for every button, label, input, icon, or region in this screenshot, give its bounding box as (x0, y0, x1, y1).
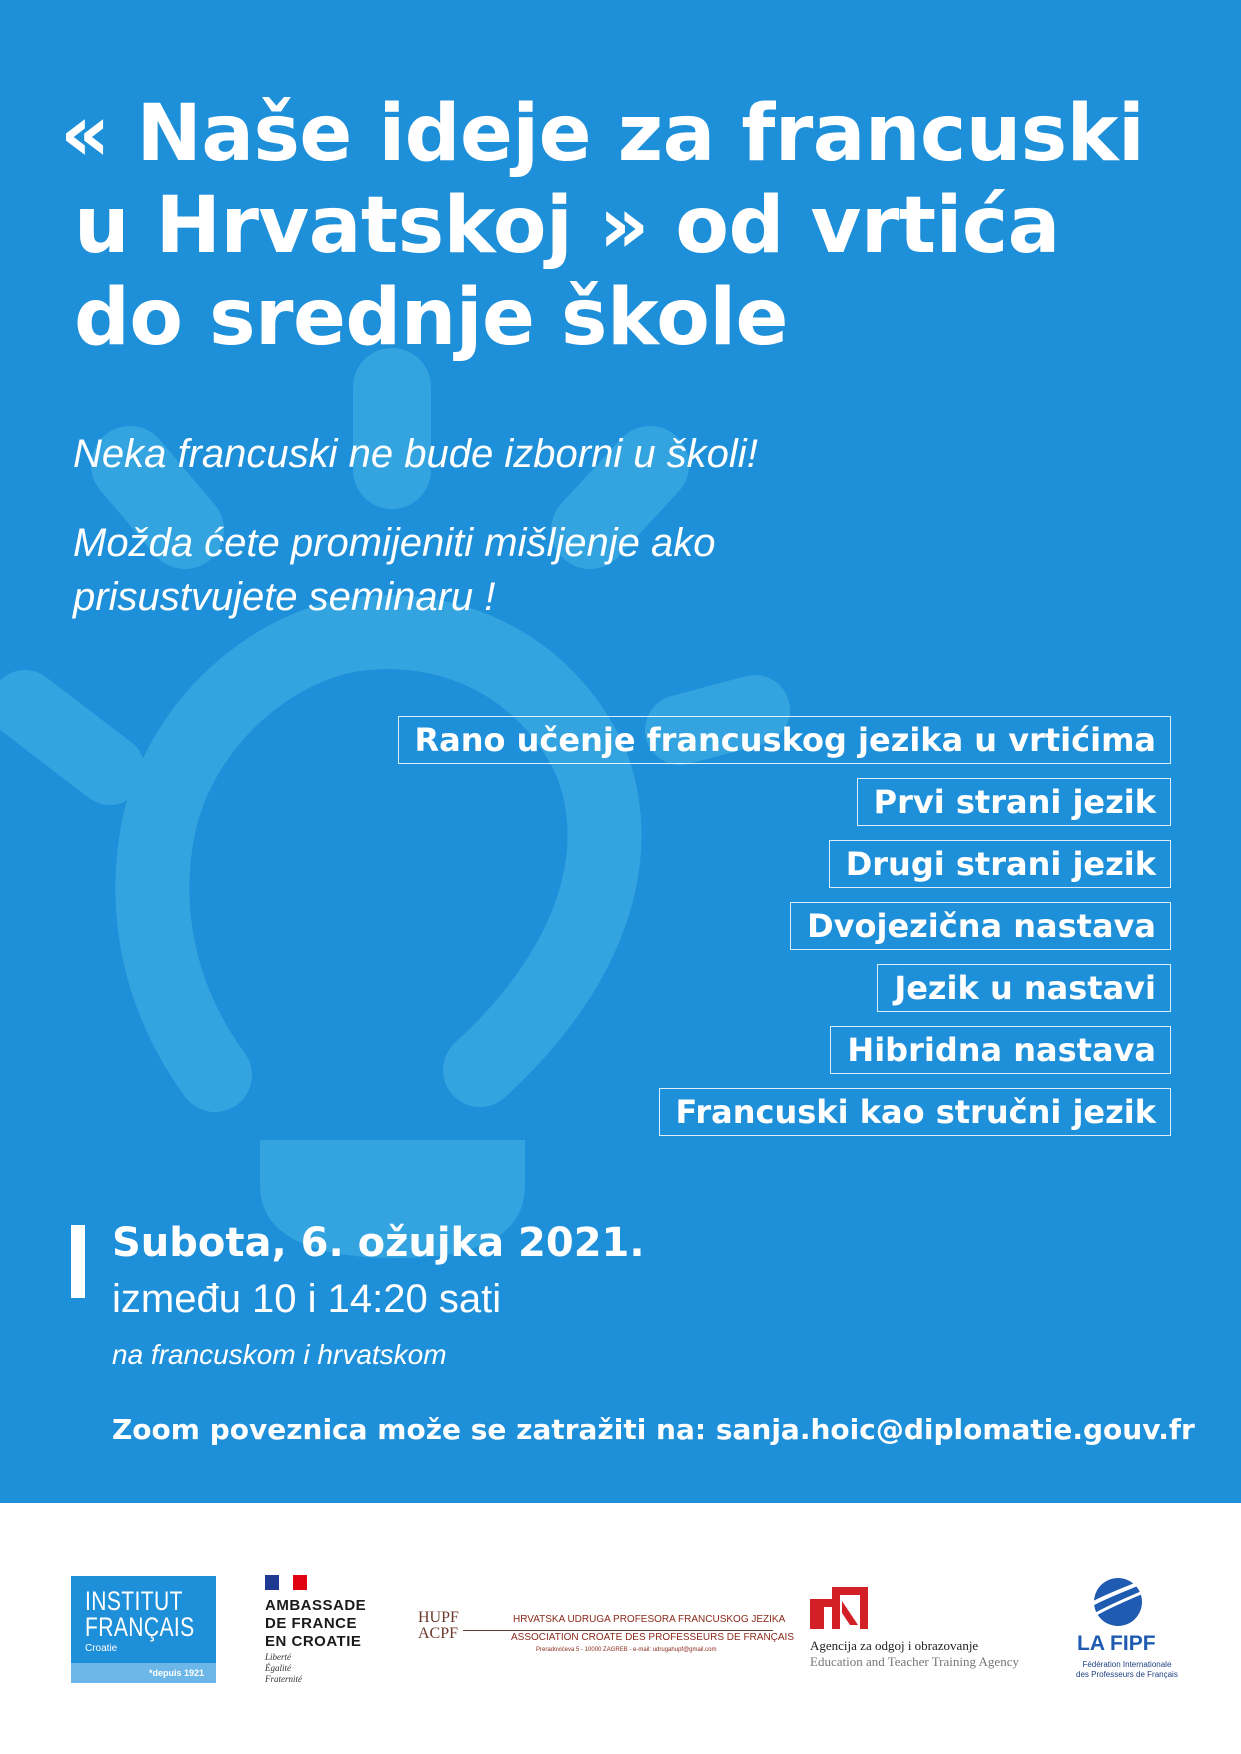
event-languages: na francuskom i hrvatskom (112, 1339, 447, 1370)
hupf-rule (463, 1630, 773, 1631)
page-title (60, 88, 1144, 364)
ambassade-name (265, 1597, 366, 1651)
motto-liberte: Liberté (265, 1652, 291, 1662)
contact-email-link[interactable]: sanja.hoic@diplomatie.gouv.fr (715, 1413, 1195, 1446)
topic-item[interactable]: Drugi strani jezik (829, 840, 1171, 888)
fipf-name: LA FIPF (1077, 1632, 1156, 1655)
title-line-3: do srednje škole (74, 273, 788, 363)
subtitle-seminar: Možda ćete promijeniti mišljenje ako prisustvujete seminaru ! (73, 521, 716, 619)
title-line-1: « Naše ideje za francuski (60, 89, 1145, 179)
fipf-fullname (1076, 1660, 1178, 1680)
fipf-line-2: des Professeurs de Français (1076, 1670, 1178, 1679)
hupf-logo (418, 1602, 795, 1662)
topic-item[interactable]: Hibridna nastava (830, 1026, 1171, 1074)
institut-country: Croatie (85, 1643, 118, 1654)
motto-fraternite: Fraternité (265, 1674, 302, 1684)
topic-item[interactable]: Dvojezična nastava (790, 902, 1171, 950)
azoo-mark-icon (810, 1587, 870, 1629)
azoo-name-hr: Agencija za odgoj i obrazovanje (810, 1638, 979, 1653)
azoo-logo (808, 1583, 1048, 1683)
date-accent-bar (71, 1225, 85, 1298)
hupf-line-3: Preradovićeva 5 - 10000 ZAGREB - e-mail: udrugahupf@gmail.com (536, 1647, 717, 1653)
zoom-label: Zoom poveznica može se zatražiti na: (112, 1413, 716, 1446)
fipf-line-1: Fédération Internationale (1082, 1660, 1172, 1669)
fipf-logo (1068, 1572, 1188, 1687)
topic-item[interactable]: Jezik u nastavi (877, 964, 1171, 1012)
ambassade-line-2: DE FRANCE (265, 1615, 358, 1632)
french-flag-icon (265, 1575, 307, 1590)
topic-list (398, 716, 1172, 1136)
hupf-line-2: ASSOCIATION CROATE DES PROFESSEURS DE FRANÇAIS (511, 1632, 795, 1643)
title-line-2: u Hrvatskoj » od vrtića (74, 181, 1060, 271)
institut-name-line-2: FRANÇAIS (85, 1612, 195, 1642)
topic-item[interactable]: Prvi strani jezik (857, 778, 1171, 826)
topic-item[interactable]: Rano učenje francuskog jezika u vrtićima (398, 716, 1172, 764)
zoom-request-line (112, 1410, 1195, 1450)
event-date: Subota, 6. ožujka 2021. (112, 1220, 645, 1266)
subtitle-choice: Neka francuski ne bude izborni u školi! (73, 432, 758, 476)
ambassade-line-1: AMBASSADE (265, 1597, 367, 1614)
institut-name-line-1: INSTITUT (85, 1586, 183, 1616)
globe-icon (1090, 1574, 1150, 1629)
ambassade-line-3: EN CROATIE (265, 1633, 362, 1650)
institut-since: *depuis 1921 (71, 1663, 216, 1683)
ambassade-motto (265, 1652, 302, 1685)
hupf-monogram: HUPF ACPF (418, 1609, 459, 1642)
institut-francais-logo (71, 1576, 216, 1683)
motto-egalite: Égalité (265, 1663, 291, 1673)
azoo-name-en: Education and Teacher Training Agency (810, 1654, 1019, 1669)
event-time: između 10 i 14:20 sati (112, 1277, 502, 1321)
topic-item[interactable]: Francuski kao stručni jezik (659, 1088, 1171, 1136)
ambassade-logo (263, 1573, 393, 1683)
hupf-line-1: HRVATSKA UDRUGA PROFESORA FRANCUSKOG JEZIKA (513, 1614, 786, 1625)
